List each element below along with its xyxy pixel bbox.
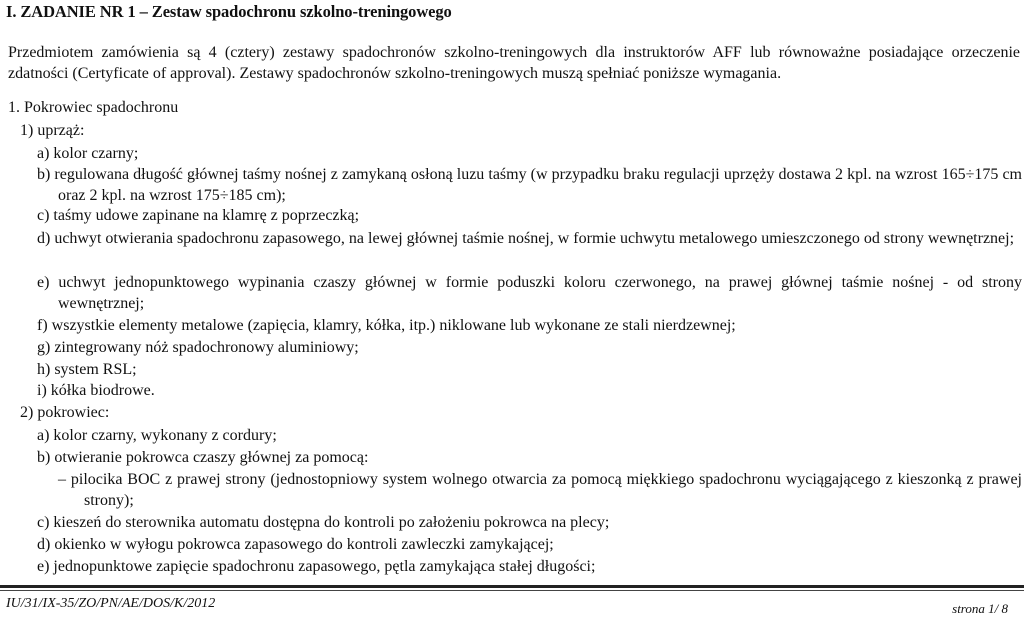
document-reference: IU/31/IX-35/ZO/PN/AE/DOS/K/2012 [6, 596, 216, 611]
page-title: I. ZADANIE NR 1 – Zestaw spadochronu szkolno-treningowego [6, 2, 452, 21]
list-item: i) kółka biodrowe. [37, 382, 155, 399]
list-item: e) jednopunktowe zapięcie spadochronu zapasowego, pętla zamykająca stałej długości; [37, 558, 596, 575]
list-item-text: e) uchwyt jednopunktowego wypinania czaszy głównej w formie poduszki koloru czerwonego, na prawej głównej taśmie nośnej - od strony wewnętrznej; [37, 274, 1022, 312]
list-item: h) system RSL; [37, 361, 137, 378]
list-item: a) kolor czarny, wykonany z cordury; [37, 427, 277, 444]
list-item [37, 228, 1022, 249]
footer-divider [0, 585, 1024, 588]
list-item [37, 272, 1022, 314]
list-item-text: b) regulowana długość głównej taśmy nośnej z zamykaną osłoną luzu taśmy (w przypadku braku regulacji uprzęży dostawa 2 kpl. na wzrost 165÷175 cm oraz 2 kpl. na wzrost 175÷185 cm); [37, 166, 1022, 204]
section-heading-pokrowiec: 1. Pokrowiec spadochronu [8, 99, 179, 116]
list-item: b) otwieranie pokrowca czaszy głównej za pomocą: [37, 449, 369, 466]
footer-divider-thin [0, 590, 1024, 591]
list-item [37, 164, 1022, 206]
subsection-pokrowiec: 2) pokrowiec: [20, 404, 110, 421]
list-item: c) taśmy udowe zapinane na klamrę z poprzeczką; [37, 207, 360, 224]
list-item: g) zintegrowany nóż spadochronowy aluminiowy; [37, 339, 359, 356]
page-number: strona 1/ 8 [952, 601, 1008, 616]
list-item-text: d) uchwyt otwierania spadochronu zapasowego, na lewej głównej taśmie nośnej, w formie uchwytu metalowego umieszczonego od strony wewnętrznej; [37, 230, 1015, 247]
list-item: f) wszystkie elementy metalowe (zapięcia, klamry, kółka, itp.) niklowane lub wykonane ze stali nierdzewnej; [37, 317, 736, 334]
intro-paragraph: Przedmiotem zamówienia są 4 (cztery) zestawy spadochronów szkolno-treningowych dla instruktorów AFF lub równoważne posiadające orzeczenie zdatności (Certyficate of approval). Zestawy spadochronów szkolno-treningowych muszą spełniać poniższe wymagania. [8, 44, 1020, 82]
list-item-dash [58, 469, 1022, 511]
list-item: c) kieszeń do sterownika automatu dostępna do kontroli po założeniu pokrowca na plecy; [37, 514, 610, 531]
list-item: d) okienko w wyłogu pokrowca zapasowego do kontroli zawleczki zamykającej; [37, 536, 554, 553]
subsection-uprzaz: 1) uprząż: [20, 122, 85, 139]
list-item-text: – pilocika BOC z prawej strony (jednostopniowy system wolnego otwarcia za pomocą miękkiego spadochronu wyciągającego z kieszonką z prawej strony); [58, 471, 1022, 509]
list-item: a) kolor czarny; [37, 145, 139, 162]
